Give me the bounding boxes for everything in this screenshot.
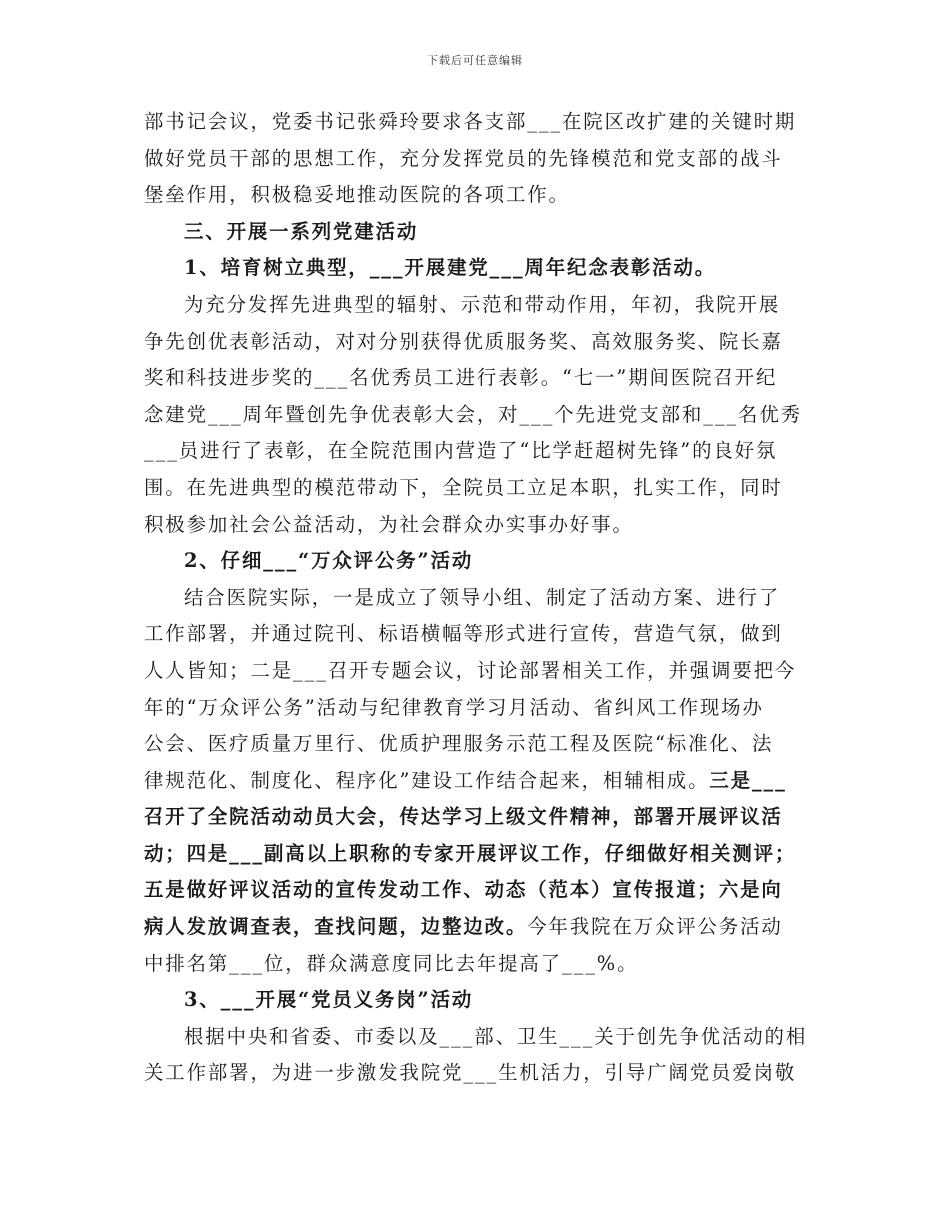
bold-text: 三是___ <box>709 768 787 792</box>
paragraph-line: ___员进行了表彰，在全院范围内营造了“比学赶超树先锋”的良好氛 <box>144 439 778 463</box>
paragraph-line: 堡垒作用，积极稳妥地推动医院的各项工作。 <box>144 183 570 207</box>
paragraph-line: 奖和科技进步奖的___名优秀员工进行表彰。“七一”期间医院召开纪 <box>144 366 778 390</box>
paragraph-line: 年的“万众评公务”活动与纪律教育学习月活动、省纠风工作现场办 <box>144 695 764 719</box>
document-body <box>144 104 812 1092</box>
paragraph-line <box>144 763 812 800</box>
paragraph-line: 召开了全院活动动员大会，传达学习上级文件精神，部署开展评议活 <box>144 805 783 829</box>
page-header: 下载后可任意编辑 <box>427 54 523 67</box>
paragraph-line: 积极参加社会公益活动，为社会群众办实事办好事。 <box>144 512 634 536</box>
subsection-heading: 2、仔细___“万众评公务”活动 <box>184 549 474 573</box>
paragraph-line: 争先创优表彰活动，对对分别获得优质服务奖、高效服务奖、院长嘉 <box>144 329 783 353</box>
paragraph-line: 围。在先进典型的模范带动下，全院员工立足本职，扎实工作，同时 <box>144 475 783 499</box>
bold-text: 病人发放调查表，查找问题，边整边改。 <box>144 915 528 939</box>
section-heading: 三、开展一系列党建活动 <box>184 219 419 243</box>
paragraph-line: 公会、医疗质量万里行、优质护理服务示范工程及医院“标准化、法 <box>144 732 774 756</box>
paragraph-line: 中排名第___位，群众满意度同比去年提高了___%。 <box>144 951 639 975</box>
paragraph-line: 人人皆知；二是___召开专题会议，讨论部署相关工作，并强调要把今 <box>144 658 797 682</box>
paragraph-line: 做好党员干部的思想工作，充分发挥党员的先锋模范和党支部的战斗 <box>144 146 783 170</box>
paragraph-line: 关工作部署，为进一步激发我院党___生机活力，引导广阔党员爱岗敬 <box>144 1061 797 1085</box>
paragraph-line <box>144 909 812 946</box>
paragraph-line: 工作部署，并通过院刊、标语横幅等形式进行宣传，营造气氛，做到 <box>144 622 783 646</box>
subsection-heading: 1、培育树立典型，___开展建党___周年纪念表彰活动。 <box>184 256 717 280</box>
line-text: 律规范化、制度化、程序化”建设工作结合起来，相辅相成。 <box>144 768 710 792</box>
line-text: 今年我院在万众评公务活动 <box>527 915 783 939</box>
paragraph-line: 念建党___周年暨创先争优表彰大会，对___个先进党支部和___名优秀 <box>144 402 802 426</box>
subsection-heading: 3、___开展“党员义务岗”活动 <box>184 988 474 1012</box>
paragraph-line: 五是做好评议活动的宣传发动工作、动态（范本）宣传报道；六是向 <box>144 878 783 902</box>
paragraph-line: 根据中央和省委、市委以及___部、卫生___关于创先争优活动的相 <box>184 1024 808 1048</box>
paragraph-line: 为充分发挥先进典型的辐射、示范和带动作用，年初，我院开展 <box>184 292 781 316</box>
paragraph-line: 结合医院实际，一是成立了领导小组、制定了活动方案、进行了 <box>184 585 781 609</box>
paragraph-line: 部书记会议，党委书记张舜玲要求各支部___在院区改扩建的关键时期 <box>144 110 797 133</box>
paragraph-line: 动；四是___副高以上职称的专家开展评议工作，仔细做好相关测评； <box>144 841 797 865</box>
